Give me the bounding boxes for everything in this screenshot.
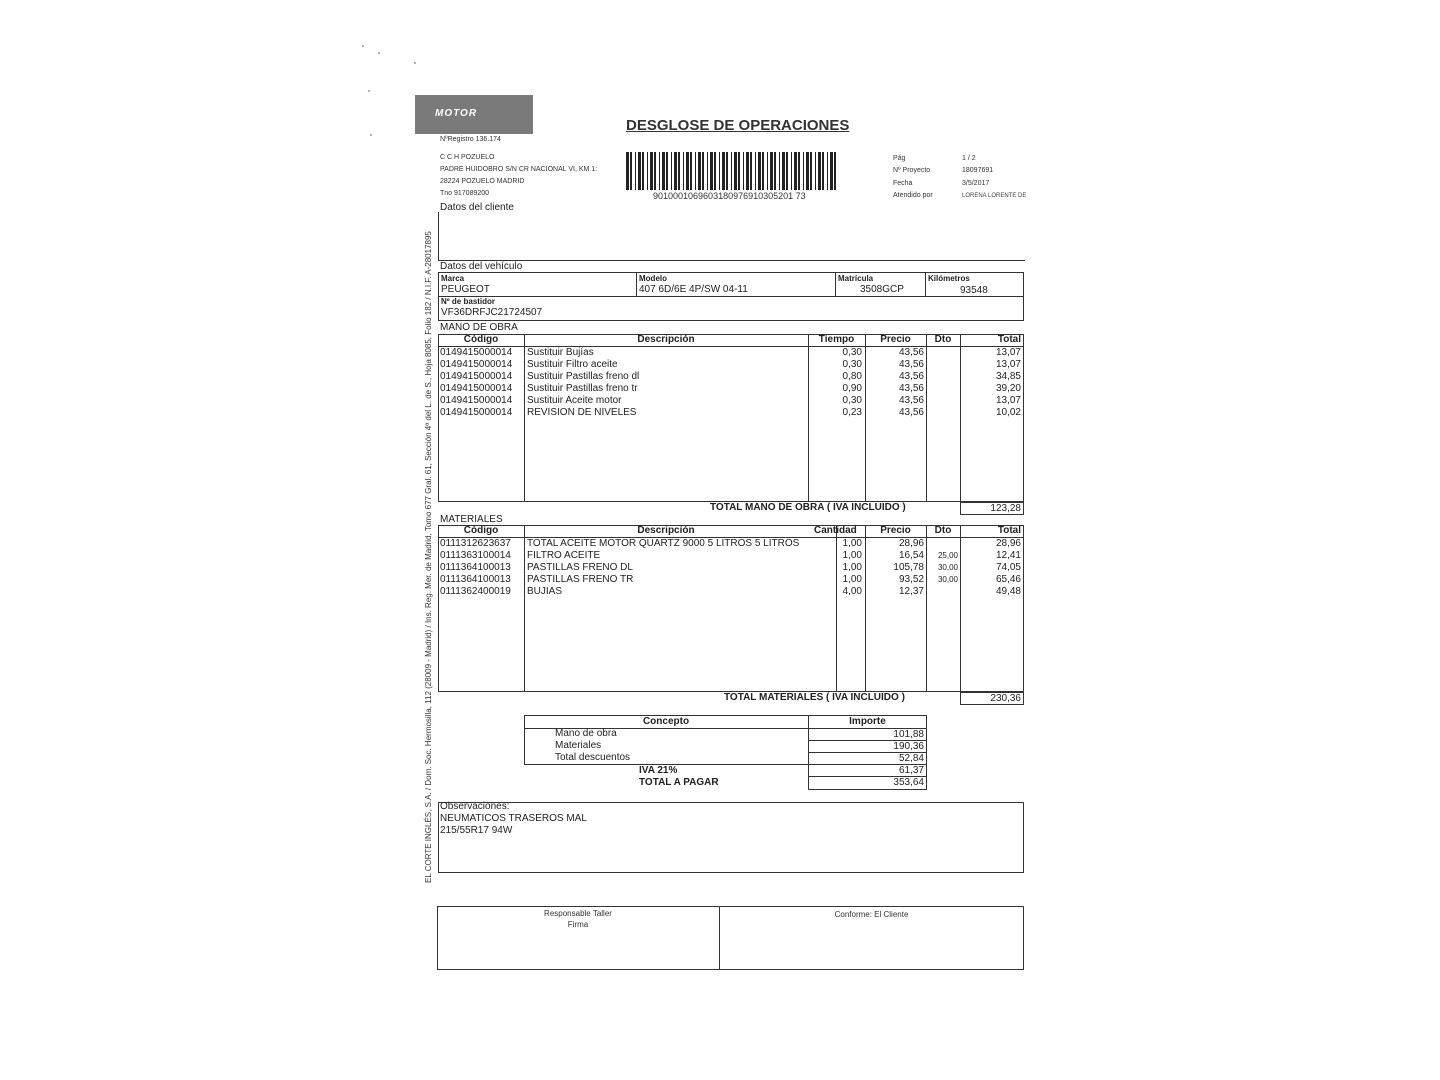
barcode-bar xyxy=(662,152,665,190)
cell-descripcion: Sustituir Aceite motor xyxy=(527,395,622,406)
col-header: Precio xyxy=(880,334,911,345)
cell-dto: 30,00 xyxy=(937,575,958,584)
barcode-bar xyxy=(798,152,800,190)
cell-dto: 30,00 xyxy=(937,563,958,572)
barcode-bar xyxy=(654,152,656,190)
cell-tiempo: 0,90 xyxy=(842,383,862,394)
total-pagar-value: 353,64 xyxy=(893,777,924,788)
meta-label: Pág xyxy=(893,155,906,162)
meta-value: 1 / 2 xyxy=(962,155,976,162)
barcode-bar xyxy=(686,152,689,190)
legal-side-text: EL CORTE INGLÉS, S.A. / Dom. Soc. Hermosilla, 112 (28009 - Madrid) / Ins. Reg. Mer. de Madrid, Tomo 677 Gral. 61, Sección 4ª del L. de S., Hoja 8085, Folio 182 / N.I.F. A-28017895 xyxy=(424,231,433,883)
cell-tiempo: 0,23 xyxy=(842,407,862,418)
cell-total: 10,02 xyxy=(995,407,1021,418)
cell-precio: 16,54 xyxy=(898,550,924,561)
scan-speck xyxy=(362,45,364,47)
modelo-value: 407 6D/6E 4P/SW 04-11 xyxy=(639,284,748,295)
col-header: Total xyxy=(997,334,1021,345)
resumen-value: 52,84 xyxy=(898,753,924,764)
motor-logo xyxy=(415,95,533,134)
meta-value: 3/5/2017 xyxy=(962,180,990,187)
meta-label: Atendido por xyxy=(893,192,933,199)
barcode-bar xyxy=(671,152,672,190)
barcode-bar xyxy=(774,152,776,190)
materiales-total: 230,36 xyxy=(990,693,1021,704)
barcode-bar xyxy=(690,152,692,190)
cell-total: 13,07 xyxy=(995,347,1021,358)
cell-descripcion: Sustituir Pastillas freno dl xyxy=(527,371,640,382)
barcode-bar xyxy=(638,152,641,190)
barcode-bar xyxy=(734,152,737,190)
conforme-cliente-label: Conforme: El Cliente xyxy=(834,910,909,919)
col-header: Dto xyxy=(934,334,952,345)
col-header: Precio xyxy=(880,525,911,536)
matricula-value: 3508GCP xyxy=(860,284,904,295)
cell-precio: 93,52 xyxy=(898,574,924,585)
barcode-bar xyxy=(698,152,701,190)
resumen-label: Materiales xyxy=(555,740,602,751)
materiales-label: MATERIALES xyxy=(440,514,503,525)
observaciones-line: 215/55R17 94W xyxy=(440,825,513,836)
cell-cantidad: 4,00 xyxy=(842,586,862,597)
modelo-label: Modelo xyxy=(639,274,667,283)
col-header: Descripción xyxy=(637,334,695,345)
scan-speck xyxy=(414,62,416,64)
barcode-bar xyxy=(726,152,728,190)
cell-cantidad: 1,00 xyxy=(842,538,862,549)
cell-codigo: 0111362400019 xyxy=(440,586,511,597)
document-title: DESGLOSE DE OPERACIONES xyxy=(626,117,850,134)
barcode-bar xyxy=(719,152,720,190)
barcode-bar xyxy=(827,152,828,190)
barcode-bar xyxy=(642,152,644,190)
bastidor-value: VF36DRFJC21724507 xyxy=(441,307,543,318)
cell-precio: 43,56 xyxy=(898,383,924,394)
barcode-bar xyxy=(779,152,780,190)
cell-cantidad: 1,00 xyxy=(842,574,862,585)
km-label: Kilómetros xyxy=(928,274,970,283)
materiales-total-label: TOTAL MATERIALES ( IVA INCLUIDO ) xyxy=(724,692,905,703)
cell-codigo: 0149415000014 xyxy=(440,347,513,358)
cell-dto: 25,00 xyxy=(937,551,958,560)
cell-total: 34,85 xyxy=(995,371,1021,382)
vehiculo-label: Datos del vehículo xyxy=(440,261,523,272)
address-line: Tno 917089200 xyxy=(440,190,490,197)
barcode-bar xyxy=(794,152,797,190)
resumen-label: Mano de obra xyxy=(555,728,617,739)
barcode-bar xyxy=(659,152,660,190)
barcode-bar xyxy=(626,152,629,190)
meta-label: Nº Proyecto xyxy=(893,167,931,174)
cell-precio: 43,56 xyxy=(898,347,924,358)
cell-precio: 43,56 xyxy=(898,371,924,382)
barcode-bar xyxy=(746,152,749,190)
barcode-bar xyxy=(683,152,684,190)
meta-value: LORENA LORENTE DE xyxy=(962,193,1027,199)
iva-label: IVA 21% xyxy=(639,765,678,776)
resumen-value: 190,36 xyxy=(893,741,924,752)
barcode-bar xyxy=(650,152,653,190)
observaciones-line: NEUMATICOS TRASEROS MAL xyxy=(440,813,587,824)
cell-codigo: 0111364100013 xyxy=(440,574,511,585)
barcode-bar xyxy=(695,152,696,190)
cell-precio: 105,78 xyxy=(893,562,924,573)
barcode-bar xyxy=(647,152,648,190)
iva-value: 61,37 xyxy=(898,765,924,776)
barcode-bar xyxy=(738,152,740,190)
barcode-bar xyxy=(678,152,680,190)
scan-speck xyxy=(370,134,372,136)
col-header: Dto xyxy=(934,525,952,536)
col-header: Cantidad xyxy=(814,525,857,536)
cell-codigo: 0149415000014 xyxy=(440,359,513,370)
cell-descripcion: TOTAL ACEITE MOTOR QUARTZ 9000 5 LITROS 5 LITROS xyxy=(527,538,800,549)
col-header: Total xyxy=(997,525,1021,536)
cell-tiempo: 0,30 xyxy=(842,359,862,370)
address-line: 28224 POZUELO MADRID xyxy=(440,178,525,185)
col-header: Código xyxy=(463,525,499,536)
mano-obra-label: MANO DE OBRA xyxy=(440,322,518,333)
cell-cantidad: 1,00 xyxy=(842,562,862,573)
registro-number: NºRegistro 136.174 xyxy=(440,136,501,143)
scan-speck xyxy=(368,90,370,92)
cell-precio: 43,56 xyxy=(898,407,924,418)
cell-descripcion: BUJIAS xyxy=(527,586,563,597)
cell-codigo: 0149415000014 xyxy=(440,371,513,382)
barcode-bar xyxy=(770,152,773,190)
cell-tiempo: 0,30 xyxy=(842,395,862,406)
barcode-bar xyxy=(758,152,761,190)
col-header: Tiempo xyxy=(818,334,855,345)
barcode-bar xyxy=(822,152,824,190)
marca-value: PEUGEOT xyxy=(441,284,490,295)
cell-total: 12,41 xyxy=(995,550,1021,561)
barcode-bar xyxy=(803,152,804,190)
barcode-bar xyxy=(782,152,785,190)
barcode-bar xyxy=(743,152,744,190)
cell-codigo: 0111364100013 xyxy=(440,562,511,573)
cell-tiempo: 0,30 xyxy=(842,347,862,358)
bastidor-label: Nº de bastidor xyxy=(441,297,496,306)
barcode-bar xyxy=(815,152,816,190)
barcode-bar xyxy=(674,152,677,190)
barcode xyxy=(626,152,840,190)
mano-obra-total-label: TOTAL MANO DE OBRA ( IVA INCLUIDO ) xyxy=(710,502,906,513)
barcode-bar xyxy=(710,152,713,190)
barcode-bar xyxy=(722,152,725,190)
cell-descripcion: PASTILLAS FRENO DL xyxy=(527,562,633,573)
barcode-bar xyxy=(762,152,764,190)
cell-precio: 28,96 xyxy=(898,538,924,549)
concepto-header: Concepto xyxy=(642,716,690,727)
barcode-bar xyxy=(702,152,704,190)
cliente-box xyxy=(438,212,1025,261)
logo-text: MOTOR xyxy=(435,108,478,119)
cell-total: 49,48 xyxy=(995,586,1021,597)
firma-label: Firma xyxy=(567,920,589,929)
col-header: Descripción xyxy=(637,525,695,536)
cell-codigo: 0111363100014 xyxy=(440,550,511,561)
cell-precio: 43,56 xyxy=(898,395,924,406)
cell-precio: 43,56 xyxy=(898,359,924,370)
meta-value: 18097691 xyxy=(962,167,994,174)
barcode-bar xyxy=(714,152,716,190)
meta-label: Fecha xyxy=(893,180,913,187)
observaciones-label: Observaciones: xyxy=(440,801,510,812)
cell-codigo: 0111312623637 xyxy=(440,538,511,549)
barcode-bar xyxy=(791,152,792,190)
resumen-value: 101,88 xyxy=(893,729,924,740)
barcode-bar xyxy=(786,152,788,190)
cell-descripcion: PASTILLAS FRENO TR xyxy=(527,574,634,585)
cell-descripcion: Sustituir Bujías xyxy=(527,347,594,358)
importe-header: Importe xyxy=(849,716,886,727)
cell-cantidad: 1,00 xyxy=(842,550,862,561)
barcode-bar xyxy=(750,152,752,190)
barcode-bar xyxy=(630,152,632,190)
cell-total: 65,46 xyxy=(995,574,1021,585)
responsable-taller-label: Responsable Taller xyxy=(544,909,612,918)
km-value: 93548 xyxy=(960,285,988,296)
barcode-bar xyxy=(731,152,732,190)
cell-descripcion: REVISION DE NIVELES xyxy=(527,407,637,418)
address-line: C C H POZUELO xyxy=(440,154,495,161)
barcode-bar xyxy=(767,152,768,190)
cell-total: 39,20 xyxy=(995,383,1021,394)
address-line: PADRE HUIDOBRO S/N CR NACIONAL VI, KM 1: xyxy=(440,166,598,173)
scan-speck xyxy=(378,52,380,54)
barcode-bar xyxy=(806,152,809,190)
col-header: Código xyxy=(463,334,499,345)
barcode-bar xyxy=(755,152,756,190)
cell-descripcion: FILTRO ACEITE xyxy=(527,550,601,561)
cell-total: 13,07 xyxy=(995,395,1021,406)
barcode-bar xyxy=(818,152,821,190)
cell-descripcion: Sustituir Pastillas freno tr xyxy=(527,383,638,394)
mano-obra-total: 123,28 xyxy=(990,503,1021,514)
barcode-bar xyxy=(834,152,836,190)
cliente-label: Datos del cliente xyxy=(440,202,514,213)
cell-codigo: 0149415000014 xyxy=(440,383,513,394)
marca-label: Marca xyxy=(441,274,465,283)
cell-precio: 12,37 xyxy=(898,586,924,597)
cell-codigo: 0149415000014 xyxy=(440,407,513,418)
resumen-label: Total descuentos xyxy=(555,752,631,763)
cell-descripcion: Sustituir Filtro aceite xyxy=(527,359,618,370)
barcode-bar xyxy=(635,152,636,190)
total-pagar-label: TOTAL A PAGAR xyxy=(639,777,719,788)
barcode-bar xyxy=(810,152,812,190)
barcode-bar xyxy=(707,152,708,190)
matricula-label: Matrícula xyxy=(838,274,874,283)
cell-total: 28,96 xyxy=(995,538,1021,549)
barcode-bar xyxy=(830,152,833,190)
cell-tiempo: 0,80 xyxy=(842,371,862,382)
cell-codigo: 0149415000014 xyxy=(440,395,513,406)
cell-total: 13,07 xyxy=(995,359,1021,370)
cell-total: 74,05 xyxy=(995,562,1021,573)
barcode-number: 9010001069603180976910305201 73 xyxy=(653,191,806,201)
barcode-bar xyxy=(666,152,668,190)
